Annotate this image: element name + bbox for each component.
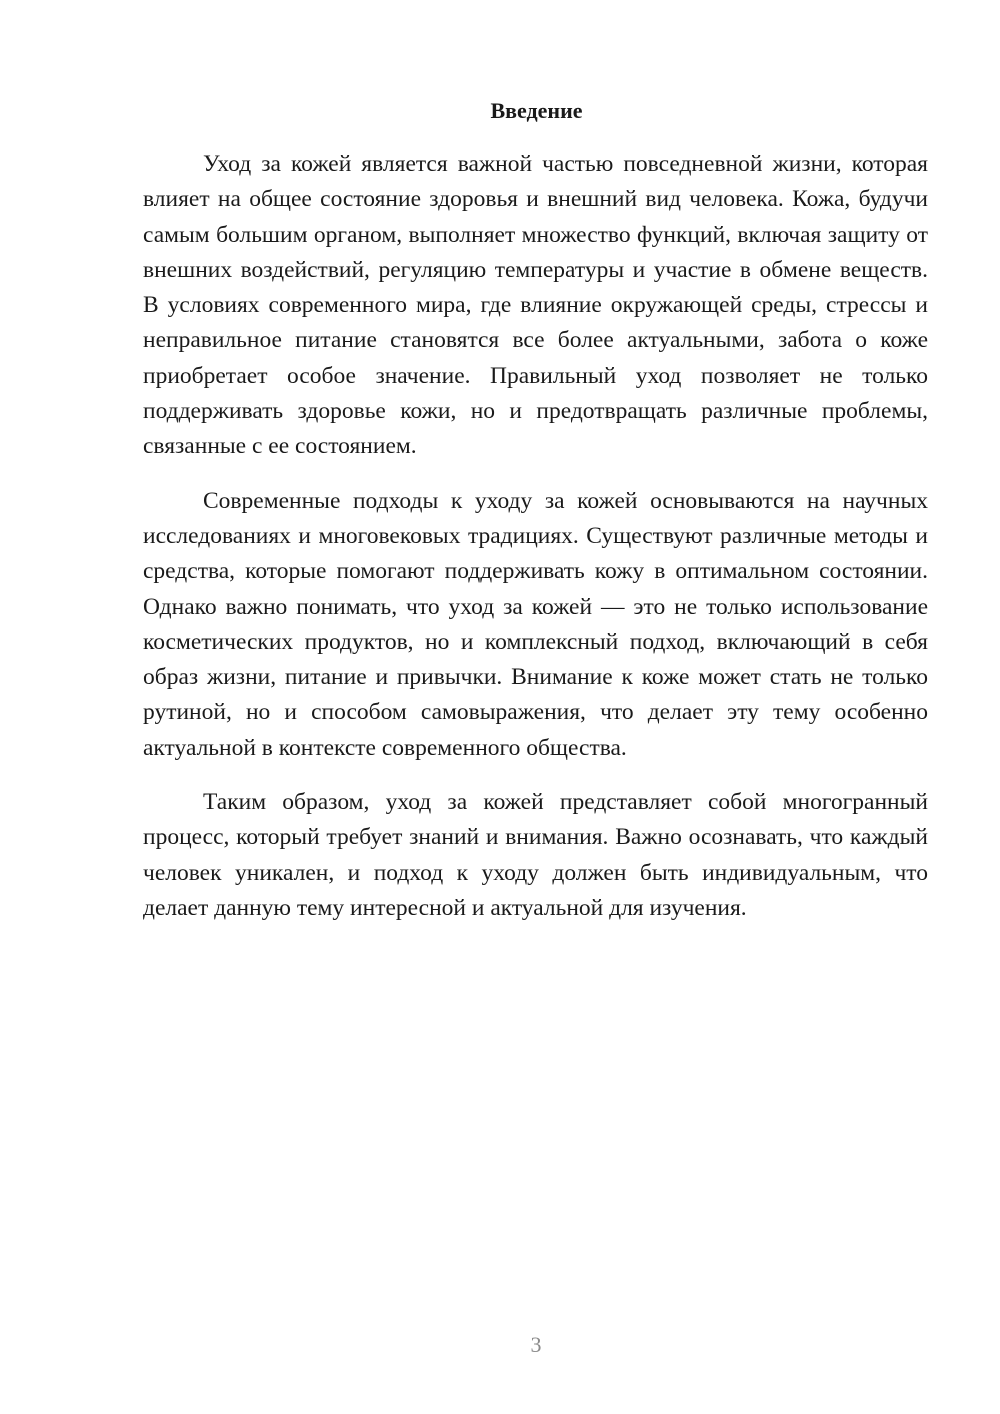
paragraph-3: Таким образом, уход за кожей представляет собой многогранный процесс, который требует знаний и внимания. Важно осознавать, что каждый человек уникален, и подход к уходу должен быть индивидуальным, что делает данную тему интересной и актуальной для изучения. bbox=[143, 789, 928, 921]
paragraph-1: Уход за кожей является важной частью повседневной жизни, которая влияет на общее состояние здоровья и внешний вид человека. Кожа, будучи самым большим органом, выполняет множество функций, включая защиту от внешних воздействий, регуляцию температуры и участие в обмене веществ. В условиях современного мира, где влияние окружающей среды, стрессы и неправильное питание становятся все более актуальными, забота о коже приобретает особое значение. Правильный уход позволяет не только поддерживать здоровье кожи, но и предотвращать различные проблемы, связанные с ее состоянием. bbox=[143, 151, 928, 460]
paragraph-2: Современные подходы к уходу за кожей основываются на научных исследованиях и многовековых традициях. Существуют различные методы и средства, которые помогают поддерживать кожу в оптимальном состоянии. Однако важно понимать, что уход за кожей — это не только использование косметических продуктов, но и комплексный подход, включающий в себя образ жизни, питание и привычки. Внимание к коже может стать не только рутиной, но и способом самовыражения, что делает эту тему особенно актуальной в контексте современного общества. bbox=[143, 487, 928, 761]
page-number: 3 bbox=[530, 1332, 542, 1357]
page-body bbox=[143, 96, 928, 945]
section-title: Введение bbox=[490, 98, 583, 123]
